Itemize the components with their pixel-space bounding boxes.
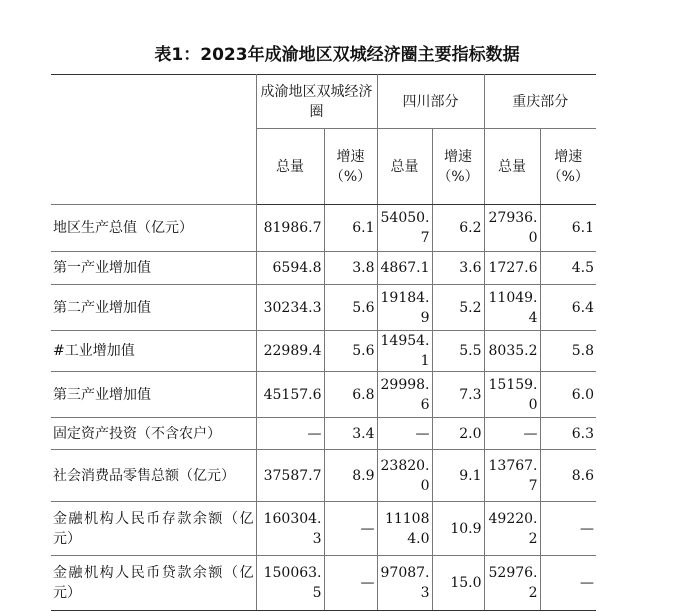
row-label: 地区生产总值（亿元）: [51, 205, 256, 252]
cell-total-chongqing: 1727.6: [484, 252, 540, 285]
cell-total-sichuan: 4867.1: [377, 252, 432, 285]
row-label: 固定资产投资（不含农户）: [51, 418, 256, 450]
cell-growth-chongqing: 4.5: [540, 252, 596, 285]
cell-growth-sichuan: 10.9: [432, 502, 484, 556]
cell-total-chengyu: 22989.4: [256, 331, 324, 372]
row-label: 第一产业增加值: [51, 252, 256, 285]
cell-total-chongqing: 27936.0: [484, 205, 540, 252]
cell-total-chongqing: 52976.2: [484, 556, 540, 611]
cell-growth-chongqing: —: [540, 502, 596, 556]
row-label: 第三产业增加值: [51, 372, 256, 418]
cell-growth-sichuan: 5.5: [432, 331, 484, 372]
header-total: 总量: [256, 129, 324, 205]
cell-growth-chongqing: 6.0: [540, 372, 596, 418]
cell-growth-sichuan: 9.1: [432, 450, 484, 502]
row-label: 社会消费品零售总额（亿元）: [51, 450, 256, 502]
table-row: [51, 252, 596, 285]
header-row-groups: [51, 75, 596, 129]
cell-total-chengyu: 6594.8: [256, 252, 324, 285]
table-row: [51, 450, 596, 502]
cell-growth-sichuan: 2.0: [432, 418, 484, 450]
cell-total-chengyu: 81986.7: [256, 205, 324, 252]
header-total: 总量: [377, 129, 432, 205]
cell-growth-chengyu: 3.4: [324, 418, 377, 450]
cell-growth-chengyu: 6.8: [324, 372, 377, 418]
cell-growth-sichuan: 15.0: [432, 556, 484, 611]
cell-total-chongqing: —: [484, 418, 540, 450]
header-growth: 增速（%）: [432, 129, 484, 205]
cell-growth-chongqing: 6.4: [540, 285, 596, 331]
table-row: [51, 502, 596, 556]
indicator-table: [51, 74, 596, 611]
cell-growth-sichuan: 6.2: [432, 205, 484, 252]
cell-growth-chongqing: 6.1: [540, 205, 596, 252]
cell-growth-chongqing: 8.6: [540, 450, 596, 502]
table-row: [51, 205, 596, 252]
cell-total-chengyu: 160304.3: [256, 502, 324, 556]
cell-total-sichuan: —: [377, 418, 432, 450]
cell-growth-chengyu: —: [324, 502, 377, 556]
row-label: #工业增加值: [51, 331, 256, 372]
cell-total-sichuan: 19184.9: [377, 285, 432, 331]
table-row: [51, 285, 596, 331]
cell-total-chengyu: 30234.3: [256, 285, 324, 331]
header-corner-cell: [51, 75, 256, 205]
cell-growth-chengyu: 3.8: [324, 252, 377, 285]
cell-growth-sichuan: 5.2: [432, 285, 484, 331]
cell-total-chengyu: —: [256, 418, 324, 450]
cell-total-chongqing: 11049.4: [484, 285, 540, 331]
cell-total-sichuan: 14954.1: [377, 331, 432, 372]
cell-growth-chongqing: —: [540, 556, 596, 611]
cell-growth-sichuan: 3.6: [432, 252, 484, 285]
table-row: [51, 556, 596, 611]
cell-growth-sichuan: 7.3: [432, 372, 484, 418]
cell-total-chengyu: 45157.6: [256, 372, 324, 418]
cell-total-chengyu: 150063.5: [256, 556, 324, 611]
table-title: 表1：2023年成渝地区双城经济圈主要指标数据: [154, 45, 520, 65]
cell-total-chongqing: 8035.2: [484, 331, 540, 372]
cell-total-sichuan: 97087.3: [377, 556, 432, 611]
row-label: 金融机构人民币存款余额（亿元）: [51, 502, 256, 556]
row-label: 金融机构人民币贷款余额（亿元）: [51, 556, 256, 611]
row-label: 第二产业增加值: [51, 285, 256, 331]
cell-total-sichuan: 111084.0: [377, 502, 432, 556]
header-growth: 增速（%）: [540, 129, 596, 205]
cell-total-sichuan: 54050.7: [377, 205, 432, 252]
cell-growth-chongqing: 6.3: [540, 418, 596, 450]
cell-total-chengyu: 37587.7: [256, 450, 324, 502]
table-row: [51, 372, 596, 418]
header-group-chongqing: 重庆部分: [484, 75, 596, 129]
cell-growth-chengyu: 5.6: [324, 285, 377, 331]
header-group-chengyu: 成渝地区双城经济圈: [256, 75, 377, 129]
table-row: [51, 418, 596, 450]
cell-total-sichuan: 29998.6: [377, 372, 432, 418]
cell-total-chongqing: 15159.0: [484, 372, 540, 418]
table-row: [51, 331, 596, 372]
cell-growth-chengyu: 8.9: [324, 450, 377, 502]
header-total: 总量: [484, 129, 540, 205]
cell-growth-chengyu: 6.1: [324, 205, 377, 252]
cell-growth-chengyu: —: [324, 556, 377, 611]
header-group-sichuan: 四川部分: [377, 75, 484, 129]
cell-total-sichuan: 23820.0: [377, 450, 432, 502]
cell-total-chongqing: 49220.2: [484, 502, 540, 556]
cell-growth-chengyu: 5.6: [324, 331, 377, 372]
header-growth: 增速（%）: [324, 129, 377, 205]
cell-growth-chongqing: 5.8: [540, 331, 596, 372]
cell-total-chongqing: 13767.7: [484, 450, 540, 502]
